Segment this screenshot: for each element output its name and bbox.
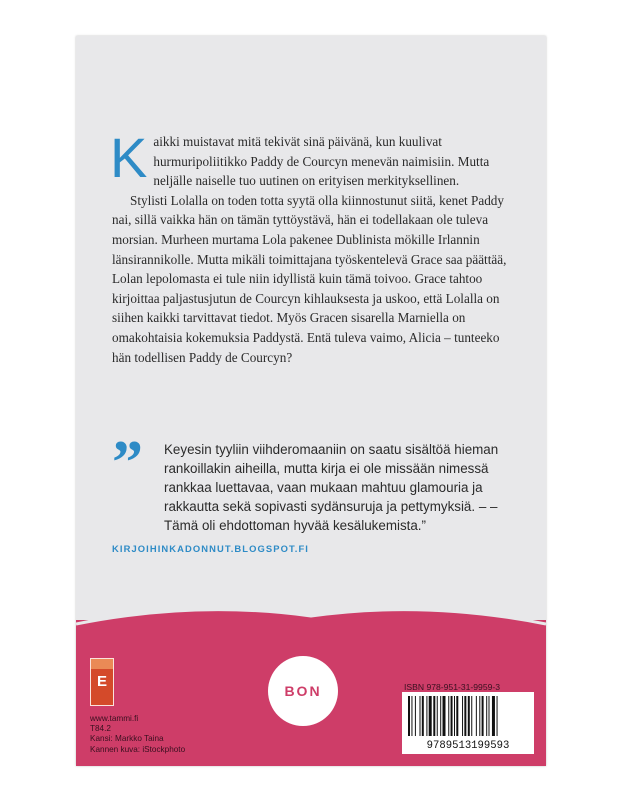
credit-line: Kannen kuva: iStockphoto bbox=[90, 744, 186, 754]
barcode bbox=[402, 692, 534, 754]
barcode-bar bbox=[486, 696, 487, 736]
barcode-bar bbox=[468, 696, 470, 736]
isbn-label: ISBN 978-951-31-9959-3 bbox=[404, 682, 501, 692]
barcode-bar bbox=[464, 696, 466, 736]
barcode-bar bbox=[429, 696, 432, 736]
barcode-bar bbox=[492, 696, 495, 736]
quote-mark-icon: ” bbox=[112, 429, 143, 497]
barcode-bar bbox=[420, 696, 421, 736]
barcode-bar bbox=[411, 696, 412, 736]
barcode-bar bbox=[440, 696, 441, 736]
drop-cap: K bbox=[110, 126, 148, 189]
barcode-bar bbox=[408, 696, 410, 736]
bon-logo: BON bbox=[268, 656, 338, 726]
quote-text: Keyesin tyyliin viihderomaaniin on saatu sisältöä hieman rankoillakin aiheilla, mutta kirja ei ole missään nimessä rankkaa luettavaa, vaan mukaan mahtuu glamouria ja rakkautta sekä sopivasti sydänsuruja ja pettymyksiä. – – Tämä oli ehdottoman hyvää kesälukemista.” bbox=[164, 442, 499, 533]
barcode-bar bbox=[451, 696, 453, 736]
barcode-digits: 9789513199593 bbox=[426, 740, 510, 752]
barcode-bar bbox=[454, 696, 455, 736]
blurb-paragraph-1-text: aikki muistavat mitä tekivät sinä päivänä, kun kuulivat hurmuripoliitikko Paddy de Courcyn menevän naimisiin. Mutta neljälle naiselle tuo uutinen on erityisen merkityksellinen. bbox=[153, 134, 490, 189]
barcode-bar bbox=[456, 696, 458, 736]
barcode-bar bbox=[448, 696, 449, 736]
barcode-bar bbox=[476, 696, 477, 736]
logo-stripe bbox=[91, 659, 113, 669]
barcode-bar bbox=[437, 696, 438, 736]
barcode-bar bbox=[489, 696, 490, 736]
barcode-bar bbox=[426, 696, 427, 736]
review-quote bbox=[112, 429, 532, 554]
credits bbox=[90, 714, 185, 755]
blurb-paragraph-1 bbox=[110, 126, 512, 191]
credit-line: T84.2 bbox=[90, 724, 111, 734]
barcode-bar bbox=[415, 696, 416, 736]
barcode-bar bbox=[462, 696, 463, 736]
publisher-logo bbox=[90, 658, 114, 706]
book-arc-icon bbox=[76, 596, 546, 636]
book-back-cover bbox=[76, 36, 546, 766]
blurb-text bbox=[110, 126, 512, 367]
publisher-letter: E bbox=[96, 673, 107, 690]
barcode-bar bbox=[479, 696, 480, 736]
barcode-bar bbox=[433, 696, 435, 736]
barcode-bar bbox=[471, 696, 472, 736]
quote-source: KIRJOIHINKADONNUT.BLOGSPOT.FI bbox=[112, 543, 310, 554]
barcode-bar bbox=[482, 696, 484, 736]
blurb-paragraph-2: Stylisti Lolalla on toden totta syytä olla kiinnostunut siitä, kenet Paddy nai, sillä vaikka hän on tämän tyttöystävä, hän ei todellakaan ole tuleva morsian. Murheen murtama Lola pakenee Dublinista mökille Irlannin länsirannikolle. Mutta mikäli toimittajana työskentelevä Grace saa päättää, Lolan lepolomasta ei tule niin idyllistä kuin tämä toivoo. Grace tahtoo kirjoittaa paljastusjutun de Courcyn kihlauksesta ja uskoo, että Lolalla on siihen kaikki tarvittavat tiedot. Myös Gracen sisarella Marniella on omakohtaisia kokemuksia Paddystä. Entä tuleva vaimo, Alicia – tunteeko hän todellisen Paddy de Courcyn? bbox=[112, 192, 507, 365]
credit-line: www.tammi.fi bbox=[90, 714, 139, 723]
barcode-bar bbox=[422, 696, 424, 736]
barcode-bars-icon bbox=[402, 692, 534, 740]
barcode-bar bbox=[497, 696, 498, 736]
credit-line: Kansi: Markko Taina bbox=[90, 734, 164, 744]
barcode-bar bbox=[443, 696, 446, 736]
